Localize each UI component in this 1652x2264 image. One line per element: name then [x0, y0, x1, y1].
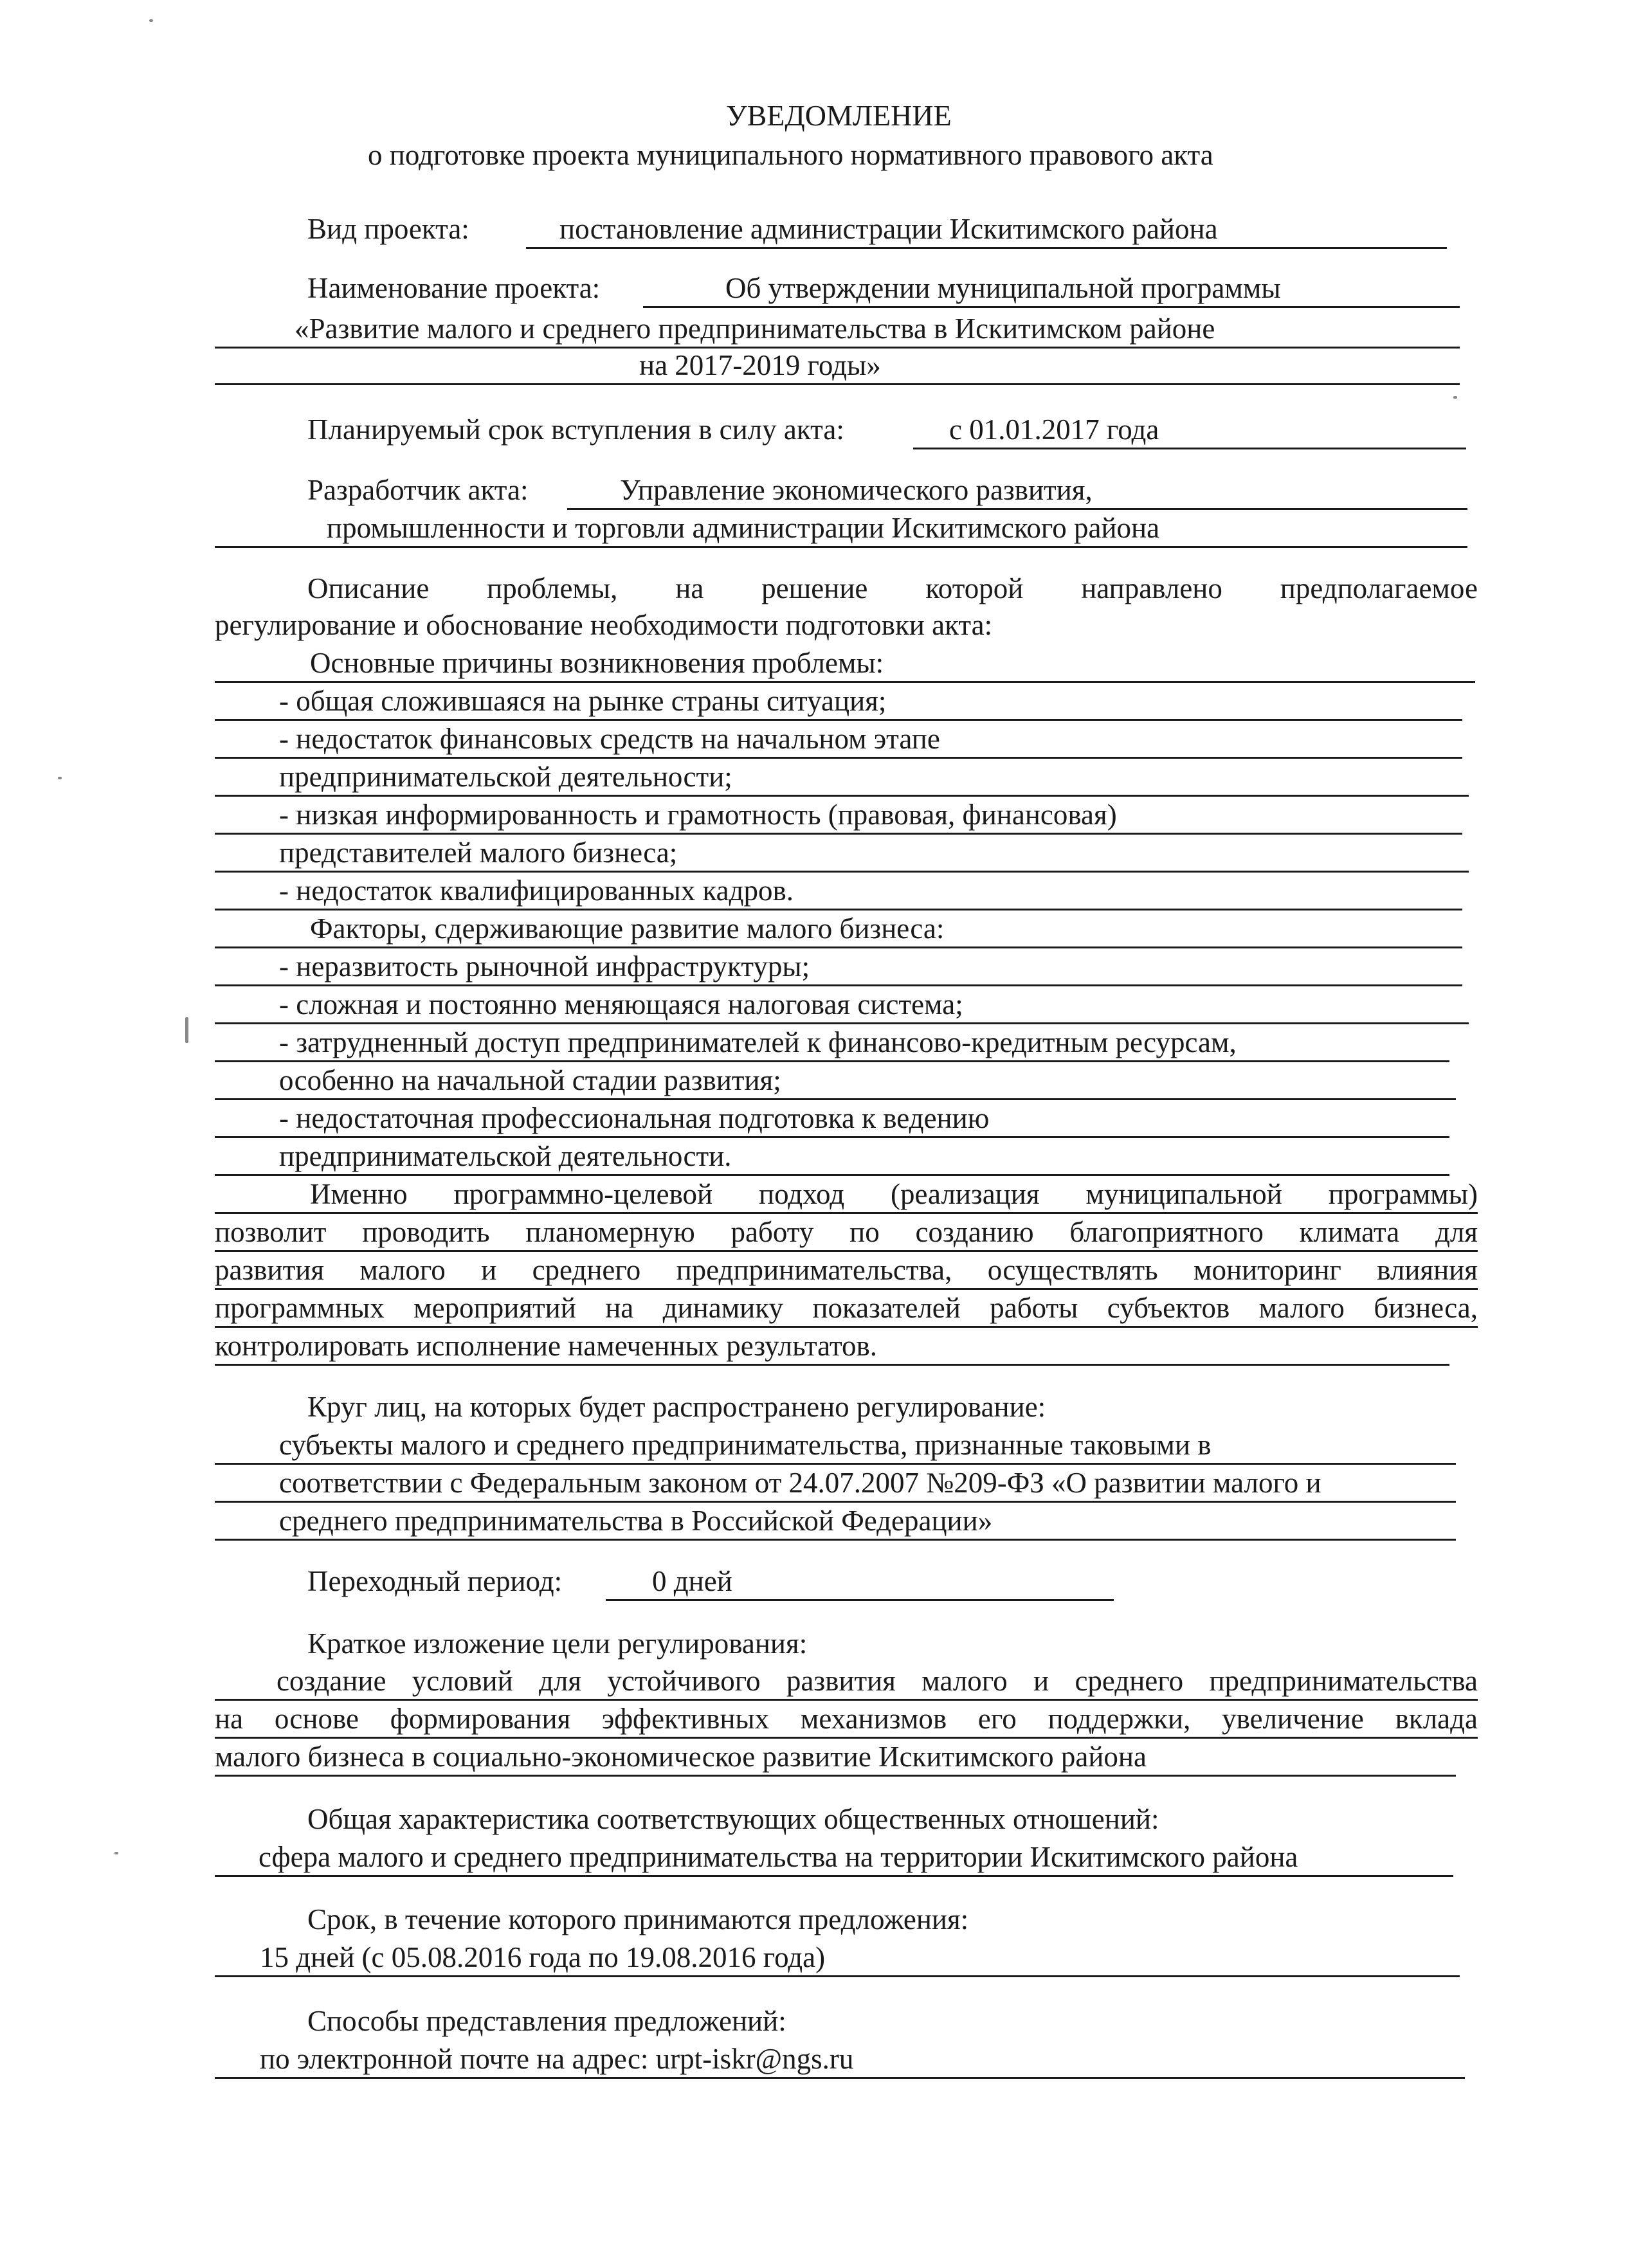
persons-line: среднего предпринимательства в Российской Федерации» [215, 1503, 1456, 1541]
problem-intro-word: направлено [1081, 572, 1222, 604]
developer-line-2: промышленности и торговли администрации Искитимского района [215, 510, 1467, 548]
paragraph-line: развития малого и среднего предпринимательства, осуществлять мониторинг влияния [215, 1252, 1478, 1290]
document-subtitle: о подготовке проекта муниципального нормативного правового акта [368, 139, 1213, 171]
methods-value: по электронной почте на адрес: urpt-iskr@ngs.ru [215, 2041, 1465, 2079]
persons-line: субъекты малого и среднего предпринимательства, признанные таковыми в [215, 1427, 1456, 1465]
problem-intro-word: предполагаемое [1280, 572, 1478, 604]
project-type-label: Вид проекта: [307, 213, 469, 245]
problem-line: - недостаток финансовых средств на начальном этапе [215, 721, 1462, 759]
paragraph-line: контролировать исполнение намеченных результатов. [215, 1328, 1449, 1366]
scan-speck [114, 1852, 118, 1854]
problem-line: - низкая информированность и грамотность (правовая, финансовая) [215, 797, 1462, 835]
problem-intro-word: на [675, 572, 704, 604]
relations-value: сфера малого и среднего предпринимательства на территории Искитимского района [215, 1839, 1453, 1877]
developer-label: Разработчик акта: [307, 474, 529, 506]
paragraph-line: Именно программно-целевой подход (реализация муниципальной программы) [215, 1176, 1478, 1214]
document-title: УВЕДОМЛЕНИЕ [726, 99, 952, 132]
problem-line: - общая сложившаяся на рынке страны ситуация; [215, 683, 1462, 721]
problem-intro-word: которой [925, 572, 1024, 604]
scan-speck [58, 777, 62, 779]
problem-line: Основные причины возникновения проблемы: [215, 645, 1475, 683]
project-name-line-1: Об утверждении муниципальной программы [643, 270, 1460, 308]
transition-label: Переходный период: [307, 1565, 563, 1597]
scan-speck [1453, 396, 1457, 399]
project-type-value: постановление администрации Искитимского района [526, 211, 1447, 249]
effective-date-value: с 01.01.2017 года [913, 412, 1466, 449]
problem-line: - затрудненный доступ предпринимателей к финансово-кредитным ресурсам, [215, 1024, 1449, 1062]
problem-intro-word: Описание [307, 572, 430, 604]
problem-line: особенно на начальной стадии развития; [215, 1062, 1456, 1100]
problem-line: предпринимательской деятельности. [215, 1138, 1449, 1176]
problem-intro-word: решение [761, 572, 868, 604]
period-value: 15 дней (с 05.08.2016 года по 19.08.2016 года) [215, 1939, 1460, 1977]
problem-line: предпринимательской деятельности; [215, 759, 1469, 797]
problem-line: Факторы, сдерживающие развитие малого бизнеса: [215, 910, 1462, 948]
goal-line: малого бизнеса в социально-экономическое развитие Искитимского района [215, 1739, 1456, 1777]
effective-date-label: Планируемый срок вступления в силу акта: [307, 413, 844, 446]
problem-intro-line-2: регулирование и обоснование необходимости подготовки акта: [215, 609, 993, 641]
problem-line: - недостаток квалифицированных кадров. [215, 873, 1462, 910]
goal-line: на основе формирования эффективных механизмов его поддержки, увеличение вклада [215, 1701, 1478, 1739]
paragraph-line: программных мероприятий на динамику показателей работы субъектов малого бизнеса, [215, 1290, 1478, 1328]
problem-line: - неразвитость рыночной инфраструктуры; [215, 948, 1462, 986]
problem-line: - сложная и постоянно меняющаяся налоговая система; [215, 986, 1469, 1024]
paragraph-line: позволит проводить планомерную работу по созданию благоприятного климата для [215, 1214, 1478, 1252]
scan-speck [185, 1017, 188, 1043]
persons-line: соответствии с Федеральным законом от 24.07.2007 №209-ФЗ «О развитии малого и [215, 1465, 1456, 1503]
methods-label: Способы представления предложений: [307, 2005, 786, 2037]
problem-line: - недостаточная профессиональная подготовка к ведению [215, 1100, 1449, 1138]
goal-line: создание условий для устойчивого развития малого и среднего предпринимательства [215, 1663, 1478, 1701]
period-label: Срок, в течение которого принимаются предложения: [307, 1903, 969, 1935]
project-name-label: Наименование проекта: [307, 272, 601, 304]
scan-speck [149, 19, 153, 22]
relations-label: Общая характеристика соответствующих общественных отношений: [307, 1803, 1159, 1835]
persons-label: Круг лиц, на которых будет распространено регулирование: [307, 1391, 1046, 1423]
problem-line: представителей малого бизнеса; [215, 835, 1469, 873]
problem-intro-word: проблемы, [487, 572, 618, 604]
project-name-line-2: «Развитие малого и среднего предпринимательства в Искитимском районе [215, 311, 1460, 349]
developer-line-1: Управление экономического развития, [567, 472, 1467, 510]
transition-value: 0 дней [606, 1563, 1114, 1601]
problem-intro-line-1 [307, 570, 1478, 606]
goal-label: Краткое изложение цели регулирования: [307, 1627, 808, 1660]
project-name-line-3: на 2017-2019 годы» [215, 347, 1460, 385]
